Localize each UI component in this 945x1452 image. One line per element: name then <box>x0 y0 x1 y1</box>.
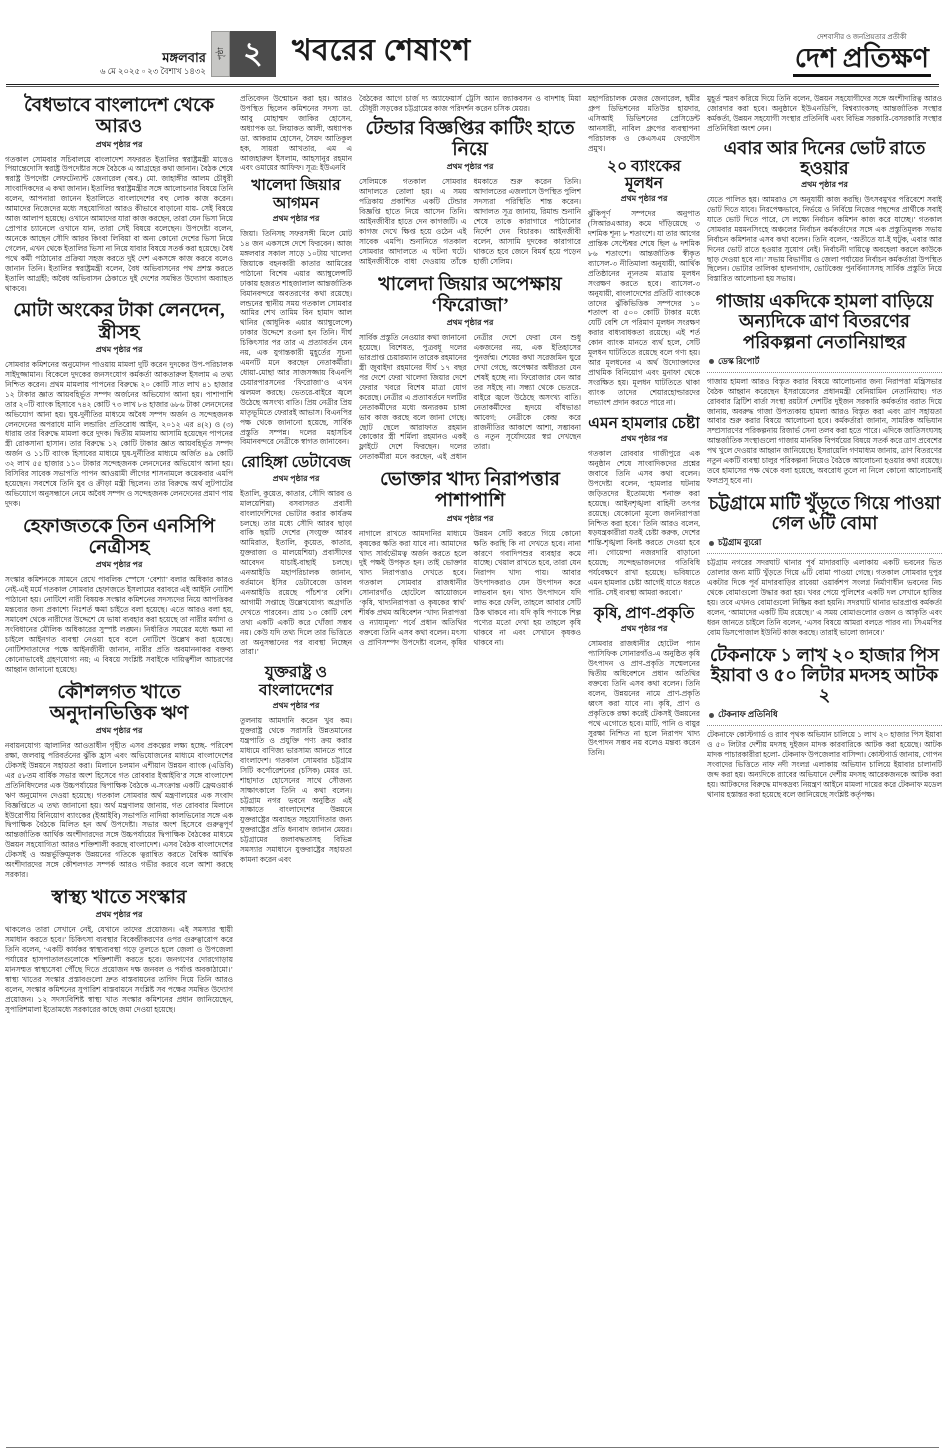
article-body: সংস্কার কমিশনকে সামনে রেখে পাবলিক স্পেসে ‘বেশ্যা’ বলার অধিকার কারও নেই-এই মর্মে গতকাল সোমবার হেফাজতে ইসলামের বরাবরে এই আইনি নোটিশ পাঠানো হয়। নোটিশে নারী বিষয়ক সংস্কার কমিশনের সদস্যদের নিয়ে আপত্তিকর মন্তব্যের জন্য প্রকাশ্যে নিঃশর্ত ক্ষমা চাইতে বলা হয়েছে। এতে আরও বলা হয়, সমাবেশ থেকে নারীদের উদ্দেশে যে ভাষা ব্যবহার করা হয়েছে তা নারীর মর্যাদা ও সংবিধানের মৌলিক অধিকারের সুস্পষ্ট লঙ্ঘন। নির্ধারিত সময়ের মধ্যে ক্ষমা না চাইলে আইনগত ব্যবস্থা নেওয়া হবে বলে নোটিশে উল্লেখ করা হয়েছে। নোটিশদাতাদের পক্ষে আইনজীবী জানান, নারীর প্রতি অবমাননাকর বক্তব্য কোনোভাবেই গ্রহণযোগ্য নয়; এ বিষয়ে সংশ্লিষ্ট সবাইকে দায়িত্বশীল আচরণের আহ্বান জানানো হয়েছে। <box>5 575 233 674</box>
article <box>707 291 942 486</box>
article-body: যেতে পালিত হয়। আমরাও সে অনুযায়ী কাজ করছি। উৎসবমুখর পরিবেশে সবাই ভোট দিতে যাবে। নিরপেক্ষভাবে, নির্ভয়ে ও নির্বিঘ্নে নিজের পছন্দের প্রার্থীকে সবাই যাতে ভোট দিতে পারে, সে লক্ষ্যে নির্বাচন কমিশন কাজ করে যাচ্ছে।’ গতকাল সোমবার ময়মনসিংহে অঞ্চলের নির্বাচন কর্মকর্তাদের সঙ্গে এক প্রস্তুতিমূলক সভায় নির্বাচন কমিশনার এসব কথা বলেন। তিনি বলেন, ‘অতীতে যা-ই ঘটুক, এবার আর দিনের ভোট রাতে হওয়ার সুযোগ নেই। নির্বাচনী দায়িত্বে অবহেলা করলে কাউকে ছাড় দেওয়া হবে না।’ সভায় বিভাগীয় ও জেলা পর্যায়ের নির্বাচন কর্মকর্তারা উপস্থিত ছিলেন। ভোটার তালিকা হালনাগাদ, ভোটকেন্দ্র পুনর্বিন্যাসসহ সার্বিক প্রস্তুতি নিয়ে বিস্তারিত আলোচনা হয় সভায়। <box>707 195 942 284</box>
continuation-kicker: প্রথম পৃষ্ঠার পর <box>95 344 143 354</box>
article <box>5 682 233 880</box>
continuation-kicker: প্রথম পৃষ্ঠার পর <box>620 194 668 204</box>
column-1 <box>5 93 233 1445</box>
article-continuation-text: বৈঠকের আগে চার্জ দ্য অ্যাফেয়ার্স ট্রেসি অ্যান জ্যাকবসন ও বাদশাহ মিয়া চৌধুরী সড়কের চট্টগ্রামের কাজ পরিদর্শন করেন চসিক মেয়র। <box>359 94 581 113</box>
column-4 <box>588 93 700 1445</box>
date-label: ৬ মে ২০২৫ ▫ ২৩ বৈশাখ ১৪৩২ <box>100 66 206 77</box>
byline-text: ডেস্ক রিপোর্ট <box>718 355 760 366</box>
article <box>359 118 581 267</box>
article-body: ঝুঁকিপূর্ণ সম্পদের অনুপাত (সিআরএআর) কমে দাঁড়িয়েছে ৩ দশমিক শূন্য ৮ শতাংশে। যা তার আগের প্রান্তিক সেপ্টেম্বর শেষে ছিল ৬ দশমিক ৮৬ শতাংশে। আন্তর্জাতিক স্বীকৃত ব্যাসেল-৩ নীতিমালা অনুযায়ী, আর্থিক প্রতিষ্ঠানের ন্যূনতম মাত্রায় মূলধন সংরক্ষণ করতে হবে। ব্যাসেল-৩ অনুযায়ী, বাংলাদেশের প্রতিটি ব্যাংককে তাদের ঝুঁকিভিত্তিক সম্পদের ১০ শতাংশ বা ৫০০ কোটি টাকার মধ্যে যেটি বেশি সে পরিমাণ মূলধন সংরক্ষণ করার বাধ্যবাধকতা রয়েছে। এই শর্ত কোন ব্যাংক মানতে ব্যর্থ হলে, সেটি মূলধন ঘাটতিতে রয়েছে বলে গণ্য হয়। আর মূলধনের এ অর্থ উদ্যোক্তাদের প্রাথমিক বিনিয়োগ এবং মুনাফা থেকে সংরক্ষিত হয়। মূলধন ঘাটতিতে থাকা ব্যাংক তাদের শেয়ারহোল্ডারদের লভ্যাংশ প্রদান করতে পারে না। <box>588 209 700 407</box>
article-headline[interactable]: কৃষি, প্রাণ-প্রকৃতি <box>593 604 695 622</box>
article-headline[interactable]: হেফাজতকে তিন এনসিপি নেত্রীসহ <box>23 515 215 559</box>
article-headline[interactable]: মোটা অংকের টাকা লেনদেন, স্ত্রীসহ <box>13 300 225 343</box>
article <box>240 454 352 657</box>
continuation-kicker: প্রথম পৃষ্ঠার পর <box>272 473 320 483</box>
continuation-kicker: প্রথম পৃষ্ঠার পর <box>620 434 668 444</box>
page-header <box>0 0 945 82</box>
article-body: সেলিমকে গতকাল সোমবার আদালতে তোলা হয়। এ সময় পত্রিকায় প্রকাশিত একটি টেন্ডার বিজ্ঞপ্তি হাতে নিয়ে আসেন তিনি। আইনজীবীর হাতে দেন কাগজটি। এ কাগজ দেখে ক্ষিপ্ত হয়ে ওঠেন এই সাবেক এমপি। শুনানিতে গতকাল সোমবার আদালতে এ ঘটনা ঘটে। আইনজীবীকে বাধা দেওয়ায় তাঁকে ধমকাতে শুরু করেন তিনি। আদালতের এজলাসে উপস্থিত পুলিশ সদস্যরা পরিস্থিতি শান্ত করেন। আদালত সূত্র জানায়, রিমান্ড শুনানি শেষে তাকে কারাগারে পাঠানোর নির্দেশ দেন বিচারক। আইনজীবী বলেন, আসামি দুদকের কারাগারে থাকতে হবে জেনে বিমর্ষ হয়ে পড়েন হাজী সেলিম। <box>359 177 581 266</box>
article <box>588 415 700 598</box>
column-2 <box>240 93 352 1445</box>
masthead-name: দেশ প্রতিক্ষণ <box>793 44 931 77</box>
article-headline[interactable]: খালেদা জিয়ার আগমন <box>251 177 341 212</box>
article-continuation-text: মহাপরিচালক মেজর জেনারেল, ছমীর গ্রুপ ডিভিশনের মতিউর হায়দার, এসিআই ডিভিশনের প্রেসিডেন্ট আনসারী, নাবিল গ্রুপের ব্যবস্থাপনা পরিচালক ও কেএসএম ফেরদৌস প্রমুখ। <box>588 94 700 153</box>
article-body: সোমবার রাজধানীর হোটেল প্যান প্যাসিফিক সোনারগাঁও-এ অনুষ্ঠিত কৃষি উৎপাদন ও প্রাণ-প্রকৃতি সম্মেলনের দ্বিতীয় অধিবেশনে প্রধান অতিথির বক্তব্যে তিনি এসব কথা বলেন। তিনি বলেন, উন্নয়নের নামে প্রাণ-প্রকৃতি ধ্বংস করা যাবে না। কৃষি, প্রাণ ও প্রকৃতিকে রক্ষা করেই টেকসই উন্নয়নের পথে এগোতে হবে। মাটি, পানি ও বায়ুর সুরক্ষা নিশ্চিত না হলে নিরাপদ খাদ্য উৎপাদন সম্ভব নয় বলেও মন্তব্য করেন তিনি। <box>588 639 700 758</box>
continuation-kicker: প্রথম পৃষ্ঠার পর <box>95 139 143 149</box>
article <box>240 664 352 865</box>
article-continuation-text: মুহূর্ত স্মরণ করিয়ে দিয়ে তিনি বলেন, উন্নয়ন সহযোগীদের সঙ্গে অংশীদারিত্ব আরও জোরদার করা হবে। অনুষ্ঠানে ইউএনডিপি, বিশ্বব্যাংকসহ আন্তর্জাতিক সংস্থার কর্মকর্তা, উন্নয়ন সহযোগী সংস্থার প্রতিনিধি এবং বিভিন্ন সরকারি-বেসরকারি সংস্থার প্রতিনিধিরা অংশ নেন। <box>707 94 942 133</box>
article-body: জিয়া। তিনিসহ সফরসঙ্গী মিলে মোট ১৪ জন একসঙ্গে দেশে ফিরবেন। আজ মঙ্গলবার সকাল সাড়ে ১০টায় খালেদা জিয়াকে বহনকারী কাতার আমিরের পাঠানো বিশেষ এয়ার অ্যাম্বুলেন্সটি ঢাকায় হজরত শাহজালাল আন্তর্জাতিক বিমানবন্দরে অবতরণের কথা রয়েছে। লন্ডনের স্থানীয় সময় গতকাল সোমবার আমির শেখ তামিম বিন হামাদ আল থানির (আধুনিক এয়ার অ্যাম্বুলেন্সে) ঢাকার উদ্দেশে রওনা হন তিনি। দীর্ঘ চিকিৎসার পর তার এ প্রত্যাবর্তন যেন নয়, এক যুগান্তকারী মুহূর্তের সূচনা এমনটি মনে করছেন নেতাকর্মীরা। ধোয়া-মোছা আর সাজসজ্জায় বিএনপি চেয়ারপারসনের ‘ফিরোজা’ও এখন ঝলমল করছে। ভেতরে-বাইরে জ্বলে উঠেছে অসংখ্য বাতি। প্রিয় নেত্রীর প্রিয় মাতৃভূমিতে ফেরারই আভাস। বিএনপির পক্ষ থেকে জানানো হয়েছে, সার্বিক প্রস্তুতি সম্পন্ন। দলের মহাসচিব বিমানবন্দরে নেত্রীকে স্বাগত জানাবেন। <box>240 229 352 447</box>
article-headline[interactable]: বৈধভাবে বাংলাদেশ থেকে আরও <box>23 95 214 138</box>
article-body: গাজায় হামলা আরও বিস্তৃত করার বিষয়ে আলোচনার জন্য নিরাপত্তা মন্ত্রিসভার বৈঠক আহ্বান করেছেন ইসরায়েলের প্রধানমন্ত্রী বেনিয়ামিন নেতানিয়াহু। গত রোববার ব্রিটিশ বার্তা সংস্থা রয়টার্স দেশটির দুইজন সরকারি কর্মকর্তার বরাত দিয়ে জানায়, অবরুদ্ধ গাজা উপত্যকায় হামলা আরও বিস্তৃত করা এবং ত্রাণ সহায়তা আবার শুরু করার বিষয়ে আলোচনা হবে। কর্মকর্তারা জানান, সামরিক অভিযান সম্প্রসারণের পরিকল্পনায় রিজার্ভ সেনা তলব করা হতে পারে। এদিকে জাতিসংঘসহ আন্তর্জাতিক সংস্থাগুলো গাজায় মানবিক বিপর্যয়ের বিষয়ে সতর্ক করে ত্রাণ প্রবেশের পথ খুলে দেওয়ার আহ্বান জানিয়েছে। ইসরায়েলি গণমাধ্যম জানায়, ত্রাণ বিতরণের নতুন একটি ব্যবস্থা চালুর পরিকল্পনা নিয়েও বৈঠকে আলোচনা হওয়ার কথা রয়েছে। তবে হামাসের পক্ষ থেকে বলা হয়েছে, অবরোধ তুলে না নিলে কোনো আলোচনাই ফলপ্রসূ হবে না। <box>707 376 942 485</box>
article-headline[interactable]: টেকনাফে ১ লাখ ২০ হাজার পিস ইয়াবা ও ৫০ লিটার মদসহ আটক ২ <box>709 644 940 705</box>
article-headline[interactable]: ভোক্তার খাদ্য নিরাপত্তার পাশাপাশি <box>380 469 560 512</box>
continuation-kicker: প্রথম পৃষ্ঠার পর <box>620 624 668 634</box>
article-headline[interactable]: স্বাস্থ্য খাতে সংস্কার <box>51 886 187 908</box>
article-body: গতকাল রোববার গাজীপুরে এক অনুষ্ঠান শেষে সাংবাদিকদের প্রশ্নের জবাবে তিনি এসব কথা বলেন। উপদেষ্টা বলেন, ‘হামলার ঘটনায় জড়িতদের ইতোমধ্যে শনাক্ত করা হয়েছে। আইনশৃঙ্খলা বাহিনী তৎপর রয়েছে। যেকোনো মূল্যে জননিরাপত্তা নিশ্চিত করা হবে।’ তিনি আরও বলেন, ষড়যন্ত্রকারীরা যতই চেষ্টা করুক, দেশের শান্তি-শৃঙ্খলা বিনষ্ট করতে দেওয়া হবে না। গোয়েন্দা নজরদারি বাড়ানো হয়েছে; সন্দেহভাজনদের গতিবিধি পর্যবেক্ষণে রাখা হয়েছে। ভবিষ্যতে এমন হামলার চেষ্টা আগেই যাতে ধরতে পারি- সেই ব্যবস্থা আমরা করবো।’ <box>588 449 700 597</box>
article <box>5 95 233 293</box>
article <box>240 177 352 447</box>
article <box>588 158 700 408</box>
article-body: নবায়নযোগ্য জ্বালানির আওতাধীন গৃহীত এসব প্রকল্পের লক্ষ্য হচ্ছে- পরিবেশ রক্ষা, জলবায়ু পরিবর্তনের ঝুঁকি হ্রাস এবং অভিযোজনের মাধ্যমে বাংলাদেশের টেকসই উন্নয়নে সহায়তা করা। মিলানে চলমান এশীয়ান উন্নয়ন ব্যাংক (এডিবি) এর ৫৮তম বার্ষিক সভার অংশ হিসেবে গত রোববার ইআইবি’র সঙ্গে বাংলাদেশ প্রতিনিধিদলের এক উচ্চপর্যায়ের দ্বিপাক্ষিক বৈঠকে এ-সংক্রান্ত একটি ফ্রেমওয়ার্ক ঋণ অনুমোদন দেওয়া হয়েছে। গতকাল সোমবার অর্থ মন্ত্রণালয়ের এক সংবাদ বিজ্ঞপ্তিতে এ তথ্য জানানো হয়। অর্থ মন্ত্রণালয় জানায়, গত রোববার মিলানে ইউরোপীয় বিনিয়োগ ব্যাংকের (ইআইবি) সভাপতি নাদিয়া কালভিনোর সঙ্গে এক দ্বিপাক্ষিক বৈঠকে মিলিত হন অর্থ উপদেষ্টা। সভার অংশ হিসেবে গুরুত্বপূর্ণ আন্তর্জাতিক আর্থিক অংশীদারদের সঙ্গে উচ্চপর্যায়ের দ্বিপাক্ষিক বৈঠকের মাধ্যমে উন্নয়ন সহযোগিতা আরও শক্তিশালী করছে বাংলাদেশ। এসব বৈঠক বাংলাদেশের টেকসই ও অন্তর্ভুক্তিমূলক উন্নয়নের গতিকে ত্বরান্বিত করতে বৈশ্বিক আর্থিক অংশীদারদের সঙ্গে কৌশলগত সম্পর্ক আরও গভীর করবে বলে আশা করছে সরকার। <box>5 741 233 880</box>
article-headline[interactable]: টেন্ডার বিজ্ঞপ্তির কাটিং হাতে নিয়ে <box>365 117 575 161</box>
column-5 <box>707 93 942 1445</box>
byline-text: টেকনাফ প্রতিনিধি <box>718 709 778 720</box>
article-body: থাকলেও তারা সেখানে নেই, যেখানে তাদের প্রয়োজন। এই সমস্যার স্থায়ী সমাধান করতে হবে।’ চিকিৎসা ব্যবস্থার বিকেন্দ্রীকরণের ওপর গুরুত্বারোপ করে তিনি বলেন, ‘একটি কার্যকর স্বাস্থ্যব্যবস্থা গড়ে তুলতে হলে জেলা ও উপজেলা পর্যায়ের হাসপাতালগুলোকে শক্তিশালী করতে হবে। জনগণের দোরগোড়ায় মানসম্মত স্বাস্থ্যসেবা পৌঁছে দিতে প্রয়োজন দক্ষ জনবল ও পর্যাপ্ত অবকাঠামো।’ স্বাস্থ্য খাতের সংস্কার প্রস্তাবগুলো দ্রুত বাস্তবায়নের তাগিদ দিয়ে তিনি আরও বলেন, সংস্কার কমিশনের সুপারিশ বাস্তবায়নে সংশ্লিষ্ট সব পক্ষের সমন্বিত উদ্যোগ প্রয়োজন। ১২ সদস্যবিশিষ্ট স্বাস্থ্য খাত সংস্কার কমিশনের প্রধান জানিয়েছেন, সুপারিশমালা ইতোমধ্যে সরকারের কাছে জমা দেওয়া হয়েছে। <box>5 925 233 1014</box>
header-rule-thin <box>6 86 939 87</box>
article <box>5 516 233 675</box>
article-headline[interactable]: রোহিঙ্গা ডেটাবেজ <box>241 454 351 472</box>
article-headline[interactable]: ২০ ব্যাংকের মূলধন <box>607 157 681 192</box>
page-footer-rule <box>6 1447 939 1448</box>
article-headline[interactable]: এমন হামলার চেষ্টা <box>588 414 700 432</box>
weekday-label: মঙ্গলবার <box>162 50 206 66</box>
article-body: টেকনাফে কোস্টগার্ড ও র‍্যাব পৃথক অভিযান চালিয়ে ১ লাখ ২০ হাজার পিস ইয়াবা ও ৫০ লিটার দেশীয় মদসহ দুইজন মাদক কারবারিকে আটক করা হয়েছে। আটক মাদক পাচারকারীরা হলো- টেকনাফ উপজেলার বাসিন্দা। কোস্টগার্ড জানায়, গোপন সংবাদের ভিত্তিতে নাফ নদী সংলগ্ন এলাকায় অভিযান চালিয়ে ইয়াবার চালানটি জব্দ করা হয়। অন্যদিকে র‍্যাবের অভিযানে দেশীয় মদসহ আরেকজনকে আটক করা হয়। আটকদের বিরুদ্ধে মাদকদ্রব্য নিয়ন্ত্রণ আইনে মামলা দায়ের করে টেকনাফ মডেল থানায় হস্তান্তর করা হয়েছে বলে জানিয়েছে সংশ্লিষ্ট কর্তৃপক্ষ। <box>707 730 942 799</box>
article-body: গতকাল সোমবার সচিবালয়ে বাংলাদেশ সফররত ইতালির স্বরাষ্ট্রমন্ত্রী মাত্তেও পিয়ান্তেদোসি স্বরাষ্ট্র উপদেষ্টার সঙ্গে বৈঠকে এ আগ্রহের কথা জানান। বৈঠক শেষে স্বরাষ্ট্র উপদেষ্টা লেফটেন্যান্ট জেনারেল (অব.) মো. জাহাঙ্গীর আলম চৌধুরী সাংবাদিকদের এ কথা জানান। ইতালির স্বরাষ্ট্রমন্ত্রীর সঙ্গে আলোচনার বিষয়ে তিনি বলেন, আপনারা জানেন ইতালিতে বাংলাদেশের বহু লোক কাজ করেন। আমাদের নিজেদের মধ্যে সহযোগিতা আরও কীভাবে বাড়ানো যায়- সেই বিষয়ে আজ আলাপ হয়েছে। ওখানে আমাদের যারা কাজ করছেন, তারা যেন ভিসা নিয়ে প্রোপার চ্যানেলে ওখানে যান, তারা সেই বিষয়ে বলেছেন। উপদেষ্টা বলেন, অনেকে আছেন সৌদি আরব কিংবা লিবিয়া বা অন্য কোনো দেশের ভিসা নিয়ে গেলেন, এখন থেকে ইতালির ভিসা না নিয়ে যাবার বিষয়ে সতর্ক করা হয়েছে। বৈধ পথে কর্মী পাঠানোর প্রক্রিয়া সহজ করতে দুই দেশ একসঙ্গে কাজ করবে বলেও জানান তিনি। ইতালির স্বরাষ্ট্রমন্ত্রী বলেন, বৈধ অভিবাসনের পথ প্রশস্ত করতে ইতালি আগ্রহী; অবৈধ অভিবাসন ঠেকাতে দুই দেশের সমন্বিত উদ্যোগ অব্যাহত থাকবে। <box>5 154 233 293</box>
continuation-kicker: প্রথম পৃষ্ঠার পর <box>272 701 320 711</box>
bullet-icon <box>709 541 714 546</box>
article-headline[interactable]: যুক্তরাষ্ট্র ও বাংলাদেশের <box>258 664 334 699</box>
article-byline <box>707 353 942 373</box>
article-byline <box>707 706 942 726</box>
header-rule <box>6 84 939 85</box>
article-headline[interactable]: গাজায় একদিকে হামলা বাড়িয়ে অন্যদিকে ত্রাণ বিতরণের পরিকল্পনা নেতানিয়াহুর <box>715 291 934 352</box>
page-number-box <box>211 31 276 77</box>
byline-text: চট্টগ্রাম ব্যুরো <box>718 537 762 548</box>
continuation-kicker: প্রথম পৃষ্ঠার পর <box>95 560 143 570</box>
article <box>359 469 581 648</box>
article-body: ইতালি, কুয়েত, কাতার, সৌদি আরব ও মালয়েশিয়া) বসবাসরত প্রবাসী বাংলাদেশিদের ভোটার করার কার্যক্রম চলছে। তার মধ্যে সৌদি আরব ছাড়া বাকি ছয়টি দেশের (সংযুক্ত আরব আমিরাত, ইতালি, কুয়েত, কাতার, যুক্তরাজ্য ও মালয়েশিয়া) প্রবাসীদের আবেদন যাচাই-বাছাই চলছে। এনআইডি মহাপরিচালক জানান, বর্তমানে ইসির ডেটাবেজে ডাবল এনআইডি রয়েছে পাঁচশ’র বেশি। আগামী সপ্তাহে উল্লেখযোগ্য অগ্রগতি দেখতে পারবেন। প্রায় ১৩ কোটি বেশ তথ্য একটি একটি করে খোঁজা সম্ভব নয়। কেউ যদি তথ্য দিলে তার ভিত্তিতে তা অনুসন্ধানের পর ব্যবস্থা নিচ্ছেন তারা।’ <box>240 488 352 657</box>
article <box>707 645 942 800</box>
article-headline[interactable]: চট্টগ্রামে মাটি খুঁড়তে গিয়ে পাওয়া গেল ৬টি বোমা <box>708 492 941 534</box>
article <box>588 605 700 758</box>
column-3 <box>359 93 581 1445</box>
article-body: নাগালে রাখতে আমদানির মাধ্যমে কৃষকের ক্ষতি করা যাবে না। আমাদের খাদ্য সার্বভৌমত্ব অর্জন করতে হলে দুই পক্ষই উপকৃত হন। তাই ভোক্তার খাদ্য নিরাপত্তাও দেখতে হবে। গতকাল সোমবার রাজধানীর সোনারগাঁও হোটেলে আয়োজনে ‘কৃষি, খাদ্যনিরাপত্তা ও কৃষকের স্বার্থ’ শীর্ষক প্রথম অধিবেশন ‘খাদ্য নিরাপত্তা ও ন্যায্যমূল্য’ পর্বে প্রধান অতিথির বক্তব্যে তিনি এসব কথা বলেন। মৎস্য ও প্রাণিসম্পদ উপদেষ্টা বলেন, কৃষির উন্নয়ন সেটি করতে গিয়ে কোনো ক্ষতি করছি কি না দেখতে হবে। নানা কারণে গবাদিপশুর ব্যবহার কমে যাচ্ছে। খেয়াল রাখতে হবে, তারা যেন নিরাপদ খাদ্য পায়। আবার উৎপাদকরাও যেন উৎপাদন করে লাভবান হন। খাদ্য উৎপাদনে যদি লাভ করে ফেলি, তাহলে আবার সেটি ঠিক থাকবে না। যদি কৃষি পণ্যকে শিল্প পণ্যের মতো দেখা হয় তাহলে কৃষি থাকবে না এবং সেখানে কৃষকও থাকবে না। <box>359 528 581 647</box>
continuation-kicker: প্রথম পৃষ্ঠার পর <box>446 162 494 172</box>
masthead-tagline: দেশবাসীর ও জনপ্রিয়তার প্রতীকী <box>817 32 907 41</box>
article <box>359 274 581 463</box>
continuation-kicker: প্রথম পৃষ্ঠার পর <box>272 214 320 224</box>
article <box>5 887 233 1015</box>
continuation-kicker: প্রথম পৃষ্ঠার পর <box>446 513 494 523</box>
section-title: খবরের শেষাংশ <box>291 34 471 67</box>
page-body <box>0 91 945 1445</box>
article-headline[interactable]: খালেদা জিয়ার অপেক্ষায় ‘ফিরোজা’ <box>378 273 562 316</box>
article-headline[interactable]: কৌশলগত খাতে অনুদানভিত্তিক ঋণ <box>49 681 189 724</box>
date-block <box>100 50 206 77</box>
article <box>707 493 942 638</box>
article-byline <box>707 534 942 554</box>
page-number: ২ <box>230 31 276 77</box>
article <box>707 138 942 285</box>
article-body: চট্টগ্রাম নগরের সদরঘাট থানার পূর্ব মাদারবাড়ি এলাকায় একটি ভবনের ভিত তোলার জন্য মাটি খুঁড়তে গিয়ে ৬টি বোমা পাওয়া গেছে। গতকাল সোমবার দুপুর একটার দিকে পূর্ব মাদারবাড়ির রাবেয়া ওয়ার্কশপ সংলগ্ন নির্মাণাধীন ভবনের নিচ থেকে বোমাগুলো উদ্ধার করা হয়। খবর পেয়ে পুলিশের একটি দল সেখানে হাজির হয়। তবে এখনও বোমাগুলো নিষ্ক্রিয় করা হয়নি। সদরঘাট থানার ভারপ্রাপ্ত কর্মকর্তা বলেন, ‘আমাদের একটি টিম রয়েছে।’ এ সময় বোমাগুলোর ওজন ও আকৃতি এবং ধরন জানতে চাইলে তিনি বলেন, ‘এসব বিষয়ে আমরা বলতে পারব না। সিএমপির বোম ডিসপোজাল ইউনিট কাজ করছে। তারাই ভালো জানবে।’ <box>707 558 942 637</box>
continuation-kicker: প্রথম পৃষ্ঠার পর <box>446 318 494 328</box>
article-body: তুলনায় আমদানি করেন খুব কম। যুক্তরাষ্ট্র থেকে সরাসরি উন্নতমানের যন্ত্রপাতি ও প্রযুক্তি পণ্য ক্রয় করার মাধ্যমে বাণিজ্য ভারসাম্য আনতে পারে বাংলাদেশ। গতকাল সোমবার চট্টগ্রাম সিটি কর্পোরেশনের (চসিক) মেয়র ডা. শাহাদাত হোসেনের সাথে সৌজন্য সাক্ষাৎকালে তিনি এ কথা বলেন। চট্টগ্রাম নগর ভবনে অনুষ্ঠিত এই সাক্ষাতে বাংলাদেশের উন্নয়নে যুক্তরাষ্ট্রের অব্যাহত সহযোগিতার জন্য যুক্তরাষ্ট্রের প্রতি ধন্যবাদ জানান মেয়র। চট্টগ্রামের জলাবদ্ধতাসহ বিভিন্ন সমস্যার সমাধানে যুক্তরাষ্ট্রের সহায়তা কামনা করেন এবং <box>240 716 352 865</box>
article-body: সোমবার কমিশনের অনুমোদন পাওয়ায় মামলা দুটি করেন দুদকের উপ-পরিচালক সাইদুজ্জামান। বিকেলে দুদকের জনসংযোগ কর্মকর্তা আকতারুল ইসলাম এ তথ্য নিশ্চিত করেন। প্রথম মামলায় পাপনের বিরুদ্ধে ২০ কোটি সাত লাখ ৪১ হাজার ১২ টাকার জ্ঞাত আয়বহির্ভূত সম্পদ অর্জনের অভিযোগ আনা হয়। পাশাপাশি তার ২০টি ব্যাংক হিসাবে ৭৪২ কোটি ৭৩ লাখ ৮৪ হাজার ৬৮৬ টাকা লেনদেনের অভিযোগ আনা হয়। ঘুষ-দুর্নীতির মাধ্যমে অবৈধ সম্পদ অর্জন ও সন্দেহজনক লেনদেনের অপরাধে মানি লন্ডারিং প্রতিরোধ আইন, ২০১২ এর ৪(২) ও (৩) ধারায় তার বিরুদ্ধে মামলা করে দুদক। দ্বিতীয় মামলায় আসামি হয়েছেন পাপনের স্ত্রী রোকসানা হাসান। তার বিরুদ্ধে ১২ কোটি টাকার জ্ঞাত আয়বহির্ভূত সম্পদ অর্জন ও ১১টি ব্যাংক হিসাবের মাধ্যমে ঘুষ-দুর্নীতির মাধ্যমে অর্জিত ৪৯ কোটি ৩২ লাখ ৫৫ হাজার ১১০ টাকার সন্দেহজনক লেনদেনের অভিযোগ আনা হয়। বিসিবির সাবেক সভাপতি পাপন আওয়ামী লীগের শাসনামলে কয়েকবার এমপি হয়েছেন। সবশেষে তিনি যুব ও ক্রীড়া মন্ত্রী ছিলেন। তার বিরুদ্ধে অর্থ লুটপাটের অভিযোগে অনুসন্ধানে নেমে অবৈধ সম্পদ ও সন্দেহজনক লেনদেনের প্রমাণ পায় দুদক। <box>5 359 233 508</box>
bullet-icon <box>709 713 714 718</box>
continuation-kicker: প্রথম পৃষ্ঠার পর <box>95 726 143 736</box>
masthead <box>793 31 937 77</box>
article-body: সার্বিক প্রস্তুতি নেওয়ার কথা জানানো হয়েছে। বিশেষত, পুত্রবধূ দলের ভারপ্রাপ্ত চেয়ারম্যান তারেক রহমানের স্ত্রী জুবাইদা রহমানের দীর্ঘ ১৭ বছর পর দেশে ফেরা খালেদা জিয়ার দেশে ফেরার খবরে বিশেষ মাত্রা যোগ করেছে। নেত্রীর এ প্রত্যাবর্তনে দলটির নেতাকর্মীদের মধ্যে অন্যরকম চাঙ্গা ভাব কাজ করছে বলে জানা গেছে। ছোট ছেলে আরাফাত রহমান কোকোর স্ত্রী শর্মিলা রহমানও একই ফ্লাইটে দেশে ফিরছেন। দলের নেতাকর্মীরা মনে করছেন, এই প্রধান নেত্রীর দেশে ফেরা যেন শুধু একজনের নয়, এক ইতিহাসের পুনর্জন্ম। শেষের কথা সরেজমিন ঘুরে দেখা গেছে, অপেক্ষার অধীরতা যেন শেষই হচ্ছে না। ফিরোজার যেন আর তর সইছে না। সন্ধ্যা থেকে ভেতরে-বাইরে জ্বলে উঠেছে অসংখ্য বাতি। নেতাকর্মীদের হৃদয়ে বাঁধভাঙা আবেগ; নেত্রীকে কেন্দ্র করে রাজনীতির আকাশে আশা, সম্ভাবনা ও নতুন সূর্যোদয়ের স্বপ্ন দেখছেন তারা। <box>359 333 581 462</box>
article <box>5 300 233 508</box>
continuation-kicker: প্রথম পৃষ্ঠার পর <box>801 180 848 189</box>
article-headline[interactable]: এবার আর দিনের ভোট রাতে হওয়ার <box>723 137 926 178</box>
article-continuation-text: প্রতিবেদন উন্মোচন করা হয়। আরও উপস্থিত ছিলেন কমিশনের সদস্য ডা. আবু মোহাম্মদ জাকির হোসেন, অধ্যাপক ডা. লিয়াকত আলী, অধ্যাপক ডা. আকরাম হোসেন, সৈয়দ আতিকুল হক, সায়রা আখতার, এম এ আজহারুল ইসলাম, আহসানুর রহমান এবং ওমায়ের আফিফ। সূত্র: ইউএনবি <box>240 94 352 173</box>
page-word-label: পৃষ্ঠা <box>211 31 230 77</box>
continuation-kicker: প্রথম পৃষ্ঠার পর <box>95 910 143 920</box>
bullet-icon <box>709 359 714 364</box>
